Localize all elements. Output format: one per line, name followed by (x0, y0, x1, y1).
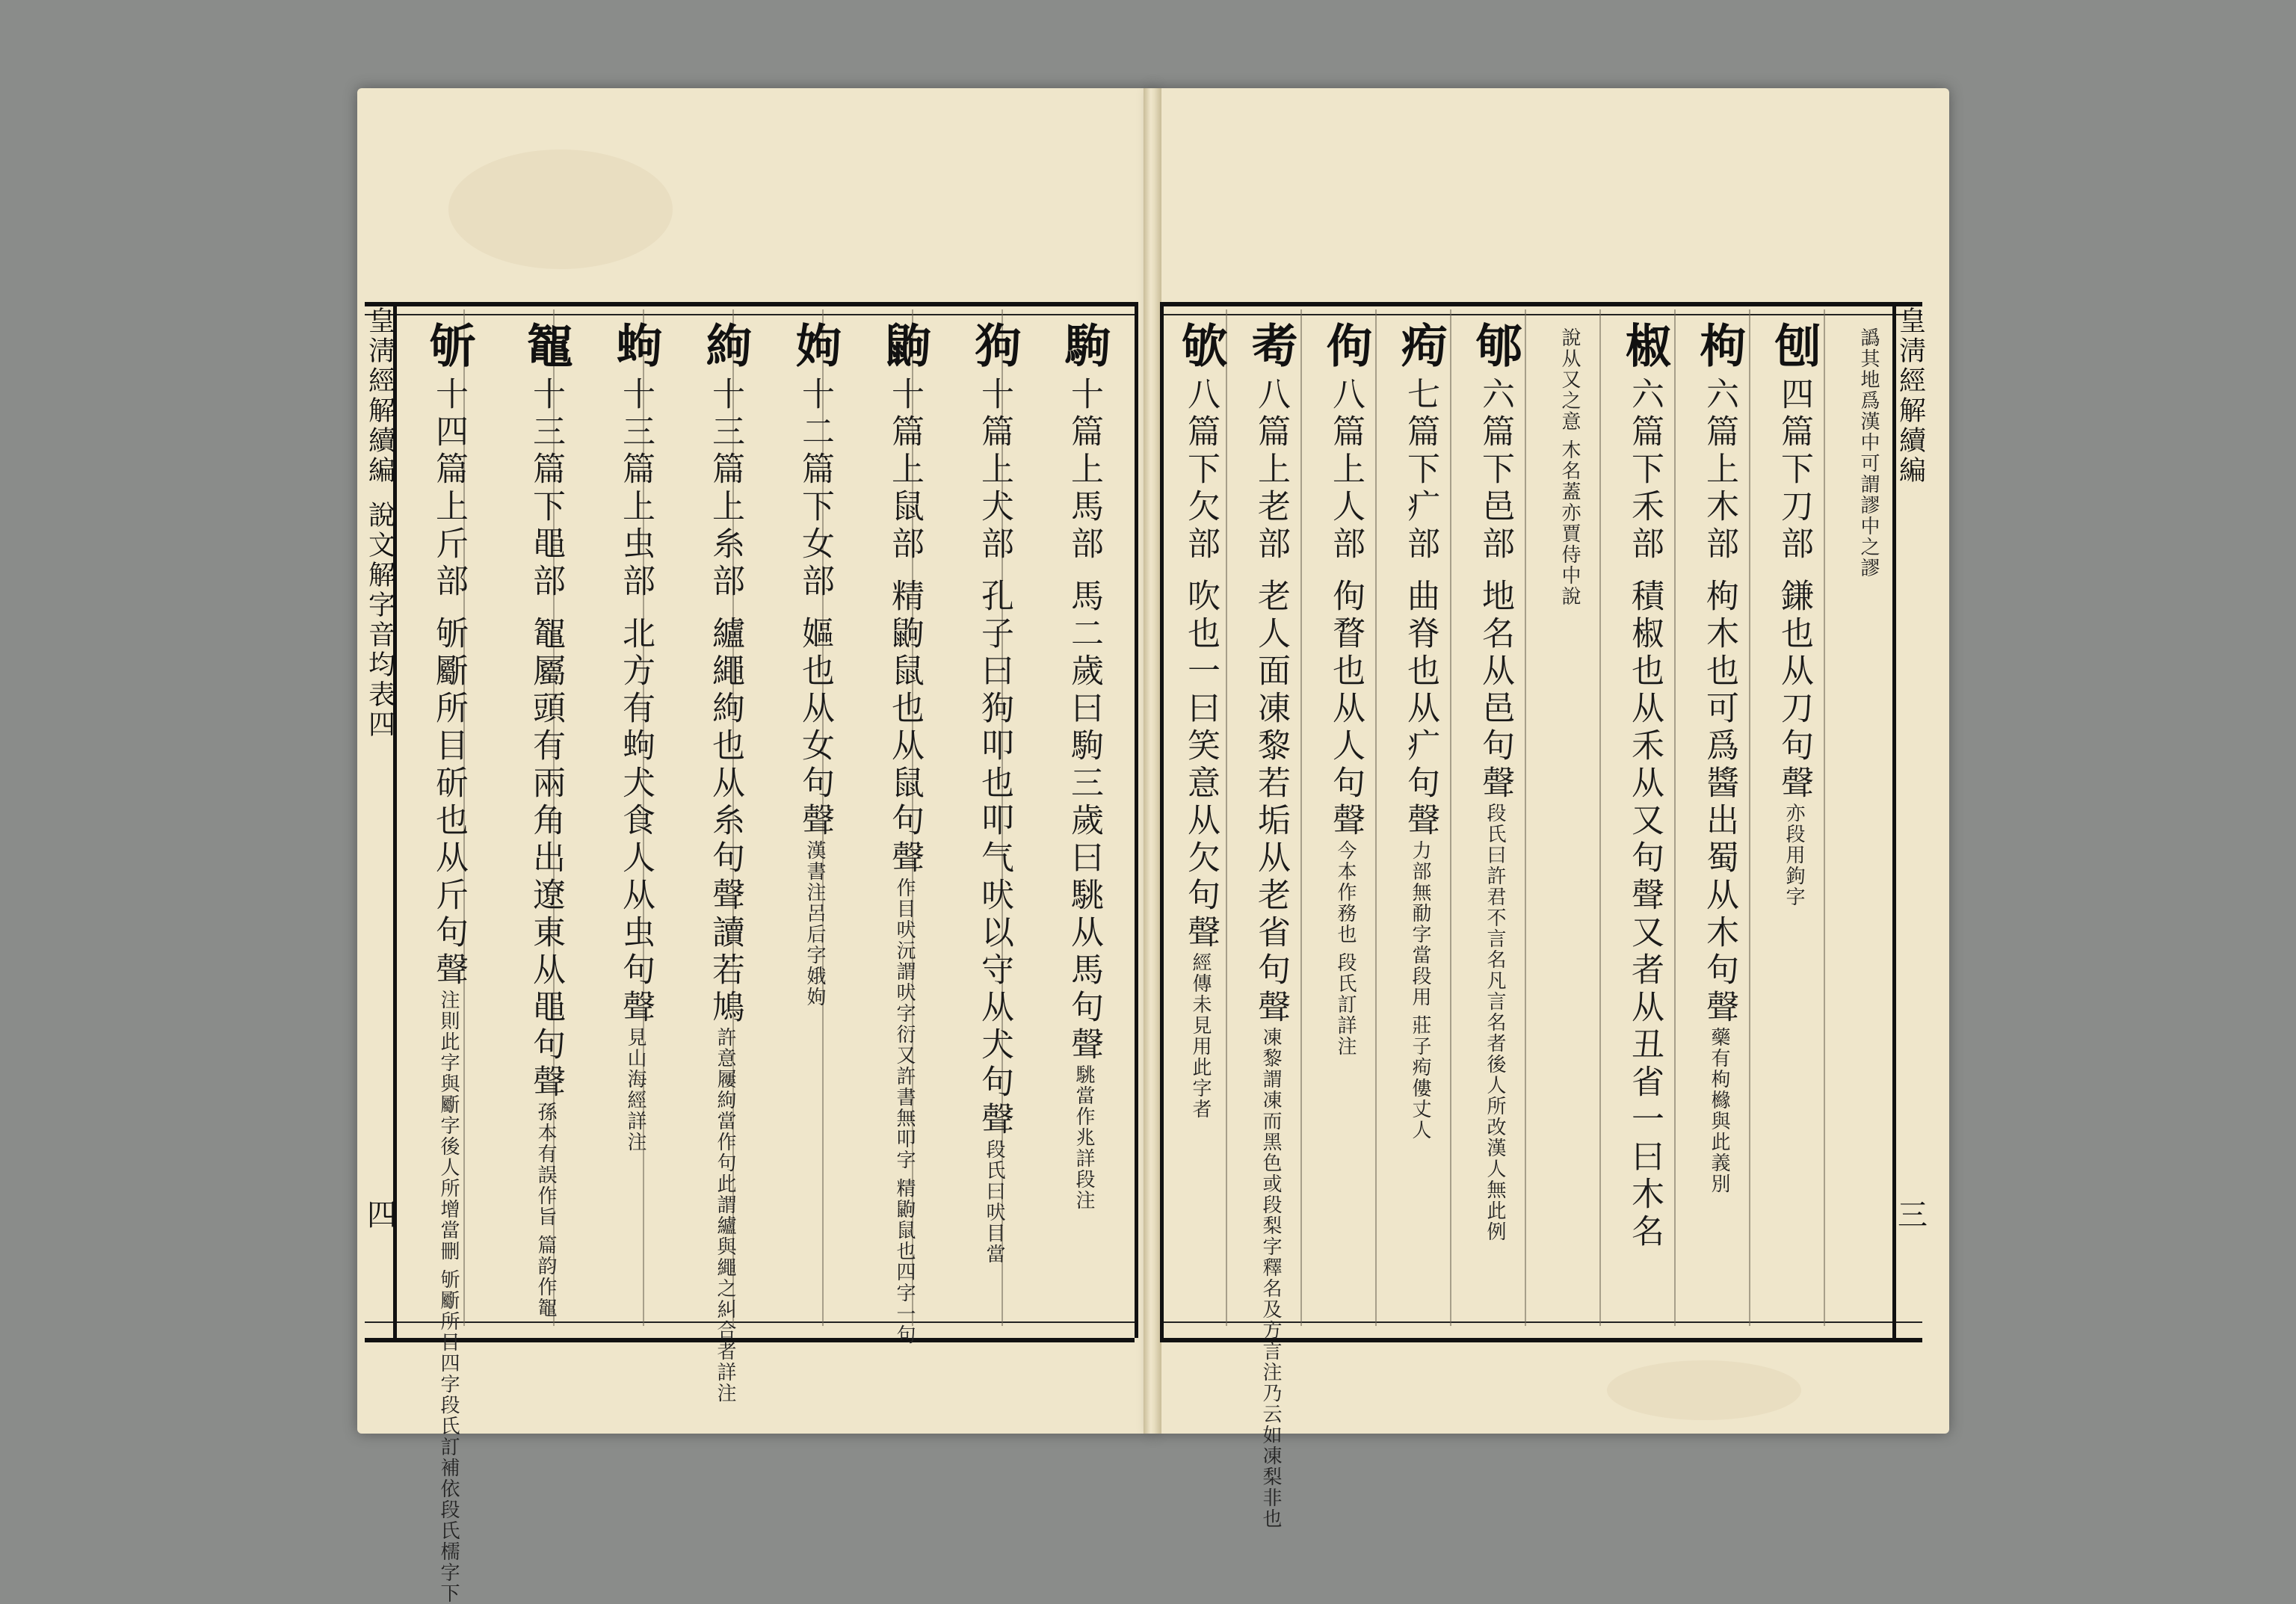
entry-column (1764, 321, 1824, 907)
headword: 椒 (1617, 321, 1672, 371)
column-divider (1599, 309, 1601, 1326)
headword: 駒 (1057, 321, 1111, 371)
entry-text: 十三篇上糸部 纑繩絇也从糸句聲讀若鳩 (706, 377, 744, 1027)
right-top-inner-rule (1160, 314, 1922, 315)
entry-text: 七篇下疒部 曲脊也从疒句聲 (1401, 377, 1439, 840)
column-divider (1824, 309, 1825, 1326)
entry-column (1390, 321, 1450, 1141)
headword: 狗 (967, 321, 1022, 371)
entry-note: 駣當作兆詳段注 (1073, 1064, 1095, 1211)
headword: 耇 (1244, 321, 1298, 371)
entry-note: 凍黎謂凍而黑色或段梨字釋名及方言注乃云如凍梨非也 (1259, 1027, 1282, 1529)
entry-note: 見山海經詳注 (624, 1027, 646, 1153)
entry-column (1054, 321, 1114, 1211)
left-outer-rule (1135, 302, 1138, 1338)
entry-text: 四篇下刀部 鎌也从刀句聲 (1775, 377, 1813, 803)
headword: 斪 (422, 321, 476, 371)
entry-column (1614, 321, 1674, 1251)
paper-stain (448, 149, 673, 269)
entry-column (1241, 321, 1300, 1529)
entry-column (1540, 321, 1599, 607)
entry-text: 十三篇下黽部 鼅屬頭有兩角出遼東从黽句聲 (527, 377, 565, 1102)
entry-note: 注則此字與斸字後人所增當刪 斪斸所目四字段氏訂補依段氏檽字下 (437, 990, 460, 1604)
entry-column (1465, 321, 1525, 1242)
banxin-subtitle: 說文解字音均表四 (364, 501, 395, 740)
headword: 絇 (698, 321, 753, 371)
left-banxin (362, 302, 397, 1333)
entry-column (874, 321, 934, 1345)
entry-text: 六篇下邑部 地名从邑句聲 (1476, 377, 1514, 803)
column-divider (1674, 309, 1676, 1326)
entry-note: 今本作務也 段氏訂詳注 (1334, 840, 1357, 1058)
banxin-title: 皇淸經解續編 (364, 306, 395, 486)
entry-note: 許意屨絇當作句此謂纑與繩之糾合者詳注 (714, 1027, 736, 1404)
entry-note: 經傳未見用此字者 (1189, 952, 1212, 1120)
entry-column (419, 321, 478, 1604)
headword: 蚼 (608, 321, 663, 371)
right-outer-rule (1160, 302, 1164, 1338)
banxin-title: 皇淸經解續編 (1895, 306, 1926, 486)
entry-column (516, 321, 575, 1318)
entry-column (785, 321, 845, 1008)
column-divider (1525, 309, 1526, 1326)
column-divider (1749, 309, 1750, 1326)
headword: 佝 (1318, 321, 1373, 371)
headword: 郇 (1468, 321, 1522, 371)
entry-text: 十篇上犬部 孔子曰狗叩也叩气吠以守从犬句聲 (975, 377, 1013, 1139)
entry-note: 力部無勈字當段用 莊子痀僂丈人 (1409, 840, 1431, 1141)
entry-text: 十篇上鼠部 精鼩鼠也从鼠句聲 (886, 377, 924, 877)
entry-column (605, 321, 665, 1153)
entry-column (1170, 321, 1230, 1120)
entry-text: 八篇下欠部 吹也一曰笑意从欠句聲 (1182, 377, 1220, 952)
entry-note: 段氏曰許君不言名凡言名者後人所改漢人無此例 (1484, 803, 1506, 1242)
entry-note: 孫本有誤作旨 篇韵作鼅 (534, 1102, 557, 1319)
entry-text: 八篇上老部 老人面凍黎若垢从老省句聲 (1252, 377, 1290, 1027)
entry-column (1839, 321, 1898, 579)
entry-note: 亦段用鉤字 (1783, 803, 1805, 907)
entry-note: 段氏曰吠目當 (983, 1139, 1005, 1265)
paper-stain (1607, 1360, 1801, 1420)
entry-text: 八篇上人部 佝瞀也从人句聲 (1327, 377, 1365, 840)
entry-text: 十四篇上斤部 斪斸所目斫也从斤句聲 (430, 377, 468, 990)
column-divider (1375, 309, 1377, 1326)
entry-text: 十三篇上虫部 北方有蚼犬食人从虫句聲 (617, 377, 655, 1027)
headword: 欨 (1173, 321, 1228, 371)
entry-text: 十篇上馬部 馬二歲曰駒三歲曰駣从馬句聲 (1065, 377, 1103, 1064)
entry-column (695, 321, 755, 1404)
headword: 痀 (1393, 321, 1448, 371)
entry-note: 譌其地爲漢中可謂謬中之謬 (1857, 327, 1880, 579)
left-top-inner-rule (365, 314, 1135, 315)
headword: 鼅 (519, 321, 573, 371)
entry-note: 說从又之意 木名蓋亦賈侍中說 (1558, 327, 1581, 608)
right-banxin (1892, 302, 1928, 1333)
entry-note: 藥有枸櫞與此義別 (1708, 1027, 1730, 1194)
entry-column (1689, 321, 1749, 1194)
folio-number: 四 (362, 1199, 397, 1229)
book-spine (1144, 88, 1161, 1434)
entry-column (964, 321, 1024, 1265)
entry-note: 漢書注呂后字娥姁 (803, 840, 826, 1008)
entry-text: 六篇下禾部 積椒也从禾从又句聲又者从丑省一曰木名 (1626, 377, 1664, 1251)
entry-column (1315, 321, 1375, 1057)
headword: 姁 (788, 321, 842, 371)
entry-text: 十二篇下女部 嫗也从女句聲 (796, 377, 834, 840)
headword: 刨 (1767, 321, 1821, 371)
column-divider (1450, 309, 1451, 1326)
headword: 枸 (1692, 321, 1747, 371)
entry-note: 作目吠沅謂吠字衍又許書無叩字 精鼩鼠也四字一句 (893, 877, 916, 1346)
headword: 鼩 (877, 321, 932, 371)
folio-number: 三 (1892, 1199, 1928, 1229)
entry-text: 六篇上木部 枸木也可爲醬出蜀从木句聲 (1700, 377, 1738, 1027)
column-divider (1300, 309, 1302, 1326)
